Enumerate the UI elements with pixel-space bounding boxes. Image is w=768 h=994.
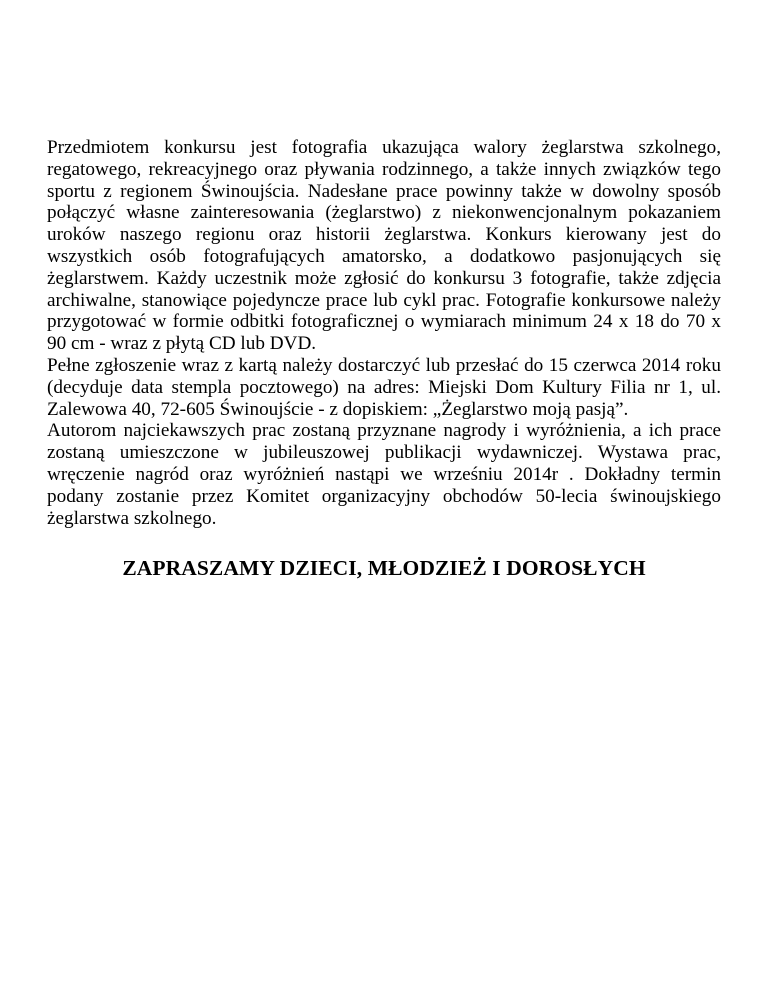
closing-invitation-heading: ZAPRASZAMY DZIECI, MŁODZIEŻ I DOROSŁYCH <box>122 556 646 581</box>
paragraph-awards: Autorom najciekawszych prac zostaną przyznane nagrody i wyróżnienia, a ich prace zostaną umieszczone w jubileuszowej publikacji wydawniczej. Wystawa prac, wręczenie nagród oraz wyróżnień nastąpi we wrześniu 2014r . Dokładny termin podany zostanie przez Komitet organizacyjny obchodów 50-lecia świnoujskiego żeglarstwa szkolnego. <box>47 420 721 529</box>
document-page <box>47 137 721 581</box>
paragraph-submission-details: Pełne zgłoszenie wraz z kartą należy dostarczyć lub przesłać do 15 czerwca 2014 roku (decyduje data stempla pocztowego) na adres: Miejski Dom Kultury Filia nr 1, ul. Zalewowa 40, 72-605 Świnoujście - z dopiskiem: „Żeglarstwo moją pasją”. <box>47 354 721 420</box>
paragraph-contest-description: Przedmiotem konkursu jest fotografia ukazująca walory żeglarstwa szkolnego, regatowego, rekreacyjnego oraz pływania rodzinnego, a także innych związków tego sportu z regionem Świnoujścia. Nadesłane prace powinny także w dowolny sposób połączyć własne zainteresowania (żeglarstwo) z niekonwencjonalnym pokazaniem uroków naszego regionu oraz historii żeglarstwa. Konkurs kierowany jest do wszystkich osób fotografujących amatorsko, a dodatkowo pasjonujących się żeglarstwem. Każdy uczestnik może zgłosić do konkursu 3 fotografie, także zdjęcia archiwalne, stanowiące pojedyncze prace lub cykl prac. Fotografie konkursowe należy przygotować w formie odbitki fotograficznej o wymiarach minimum 24 x 18 do 70 x 90 cm - wraz z płytą CD lub DVD. <box>47 137 721 355</box>
